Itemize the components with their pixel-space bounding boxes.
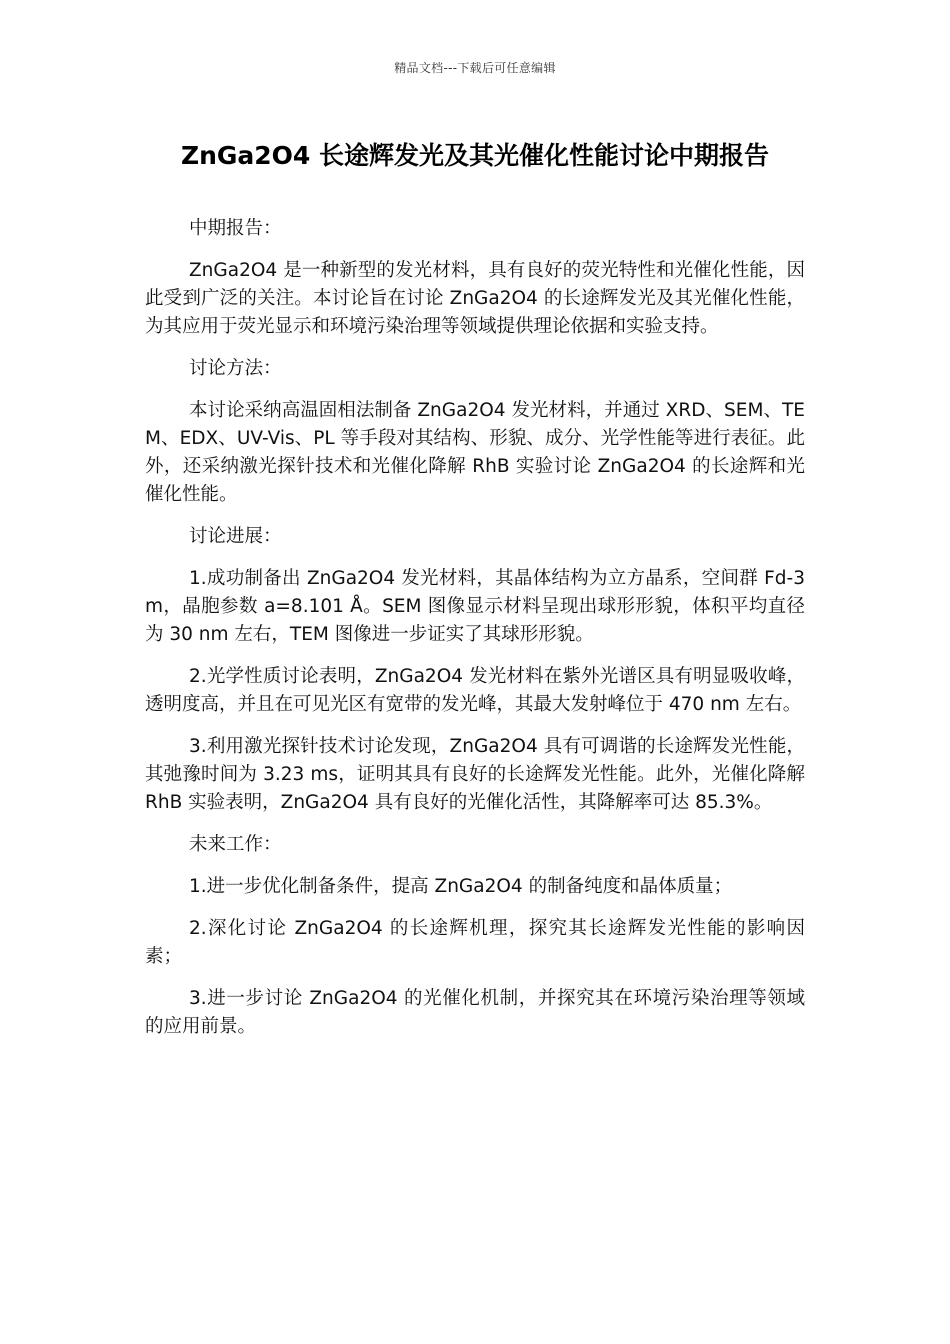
section-heading-methods: 讨论方法： bbox=[189, 358, 282, 379]
paragraph-progress-3: 3.利用激光探针技术讨论发现，ZnGa2O4 具有可调谐的长途辉发光性能，其弛豫时间为 3.23 ms，证明其具有良好的长途辉发光性能。此外，光催化降解 RhB 实验表明，ZnGa2O4 具有良好的光催化活性，其降解率可达 85.3%。 bbox=[145, 736, 805, 813]
section-heading-future-work: 未来工作： bbox=[189, 834, 282, 855]
paragraph-methods: 本讨论采纳高温固相法制备 ZnGa2O4 发光材料，并通过 XRD、SEM、TEM、EDX、UV-Vis、PL 等手段对其结构、形貌、成分、光学性能等进行表征。此外，还采纳激光探针技术和光催化降解 RhB 实验讨论 ZnGa2O4 的长途辉和光催化性能。 bbox=[145, 400, 805, 505]
section-heading-progress: 讨论进展： bbox=[189, 526, 282, 547]
paragraph-future-1: 1.进一步优化制备条件，提高 ZnGa2O4 的制备纯度和晶体质量； bbox=[189, 876, 733, 897]
document-body bbox=[145, 215, 805, 1055]
paragraph-future-3: 3.进一步讨论 ZnGa2O4 的光催化机制，并探究其在环境污染治理等领域的应用前景。 bbox=[145, 988, 805, 1037]
header-note: 精品文档---下载后可任意编辑 bbox=[394, 61, 556, 75]
paragraph-introduction: ZnGa2O4 是一种新型的发光材料，具有良好的荧光特性和光催化性能，因此受到广泛的关注。本讨论旨在讨论 ZnGa2O4 的长途辉发光及其光催化性能，为其应用于荧光显示和环境污染治理等领域提供理论依据和实验支持。 bbox=[145, 260, 805, 337]
section-heading-interim-report: 中期报告： bbox=[189, 218, 282, 239]
paragraph-future-2: 2.深化讨论 ZnGa2O4 的长途辉机理，探究其长途辉发光性能的影响因素； bbox=[145, 918, 805, 967]
document-title: ZnGa2O4 长途辉发光及其光催化性能讨论中期报告 bbox=[180, 141, 770, 170]
paragraph-progress-1: 1.成功制备出 ZnGa2O4 发光材料，其晶体结构为立方晶系，空间群 Fd-3m，晶胞参数 a=8.101 Å。SEM 图像显示材料呈现出球形形貌，体积平均直径为 30 nm 左右，TEM 图像进一步证实了其球形形貌。 bbox=[145, 568, 805, 645]
paragraph-progress-2: 2.光学性质讨论表明，ZnGa2O4 发光材料在紫外光谱区具有明显吸收峰，透明度高，并且在可见光区有宽带的发光峰，其最大发射峰位于 470 nm 左右。 bbox=[145, 666, 805, 715]
